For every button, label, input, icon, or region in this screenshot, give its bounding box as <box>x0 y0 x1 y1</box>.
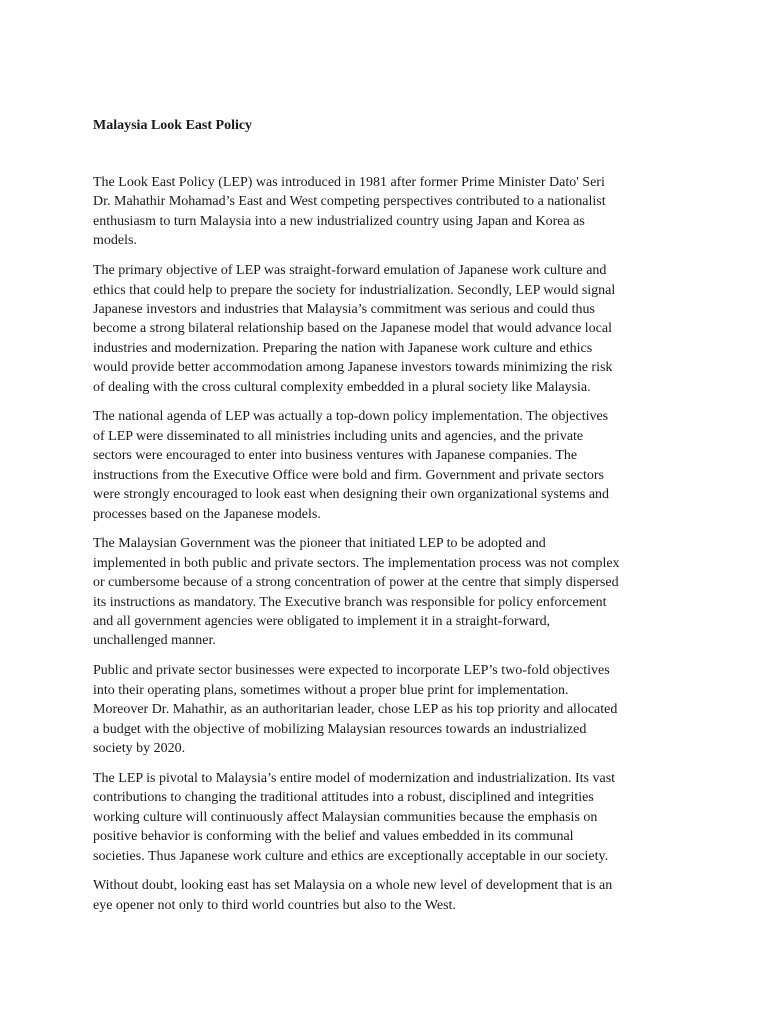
paragraph-line: The national agenda of LEP was actually a top-down policy implementation. The objectives <box>93 409 609 425</box>
paragraph-line: become a strong bilateral relationship based on the Japanese model that would advance local <box>93 321 612 337</box>
paragraph-7 <box>93 876 683 915</box>
paragraph-1 <box>93 173 683 251</box>
paragraph-5 <box>93 661 683 758</box>
document-title: Malaysia Look East Policy <box>93 118 253 133</box>
paragraph-line: Without doubt, looking east has set Malaysia on a whole new level of development that is an <box>93 878 613 894</box>
paragraph-line: The primary objective of LEP was straight-forward emulation of Japanese work culture and <box>93 263 607 279</box>
paragraph-line: Moreover Dr. Mahathir, as an authoritarian leader, chose LEP as his top priority and allocated <box>93 702 618 718</box>
paragraph-6 <box>93 769 683 866</box>
paragraph-line: instructions from the Executive Office were bold and firm. Government and private sectors <box>93 467 604 483</box>
paragraph-line: The LEP is pivotal to Malaysia’s entire model of modernization and industrialization. Its vast <box>93 770 616 786</box>
paragraph-line: ethics that could help to prepare the society for industrialization. Secondly, LEP would signal <box>93 282 616 298</box>
paragraph-2 <box>93 261 683 397</box>
paragraph-line: contributions to changing the traditional attitudes into a robust, disciplined and integrities <box>93 790 594 806</box>
paragraph-line: of dealing with the cross cultural complexity embedded in a plural society like Malaysia. <box>93 379 591 395</box>
paragraph-line: society by 2020. <box>93 740 186 756</box>
paragraph-line: enthusiasm to turn Malaysia into a new industrialized country using Japan and Korea as <box>93 213 585 229</box>
paragraph-line: The Look East Policy (LEP) was introduced in 1981 after former Prime Minister Dato' Seri <box>93 175 605 190</box>
paragraph-line: its instructions as mandatory. The Executive branch was responsible for policy enforcement <box>93 594 607 610</box>
paragraph-line: would provide better accommodation among Japanese investors towards minimizing the risk <box>93 360 613 376</box>
paragraph-line: and all government agencies were obligated to implement it in a straight-forward, <box>93 614 551 630</box>
paragraph-line: into their operating plans, sometimes without a proper blue print for implementation. <box>93 682 569 698</box>
paragraph-line: models. <box>93 233 137 249</box>
paragraph-line: of LEP were disseminated to all ministries including units and agencies, and the private <box>93 428 584 444</box>
paragraph-line: societies. Thus Japanese work culture and ethics are exceptionally acceptable in our society. <box>93 848 609 864</box>
paragraph-line: positive behavior is conforming with the belief and values embedded in its communal <box>93 829 574 845</box>
paragraph-line: working culture will continuously affect Malaysian communities because the emphasis on <box>93 809 598 825</box>
paragraph-line: The Malaysian Government was the pioneer that initiated LEP to be adopted and <box>93 536 546 552</box>
document-body <box>93 173 683 926</box>
paragraph-line: unchallenged manner. <box>93 633 216 649</box>
paragraph-line: industries and modernization. Preparing the nation with Japanese work culture and ethics <box>93 340 593 356</box>
paragraph-line: Japanese investors and industries that Malaysia’s commitment was serious and could thus <box>93 301 595 317</box>
paragraph-line: eye opener not only to third world countries but also to the West. <box>93 897 456 913</box>
paragraph-line: or cumbersome because of a strong concentration of power at the centre that simply dispersed <box>93 575 619 591</box>
paragraph-line: Dr. Mahathir Mohamad’s East and West competing perspectives contributed to a nationalist <box>93 194 606 210</box>
paragraph-3 <box>93 407 683 523</box>
paragraph-line: were strongly encouraged to look east when designing their own organizational systems and <box>93 487 610 503</box>
paragraph-line: Public and private sector businesses were expected to incorporate LEP’s two-fold objectives <box>93 663 610 679</box>
paragraph-line: processes based on the Japanese models. <box>93 506 321 522</box>
paragraph-4 <box>93 534 683 650</box>
paragraph-line: implemented in both public and private sectors. The implementation process was not complex <box>93 555 620 571</box>
paragraph-line: sectors were encouraged to enter into business ventures with Japanese companies. The <box>93 448 578 464</box>
paragraph-line: a budget with the objective of mobilizing Malaysian resources towards an industrialized <box>93 721 587 737</box>
